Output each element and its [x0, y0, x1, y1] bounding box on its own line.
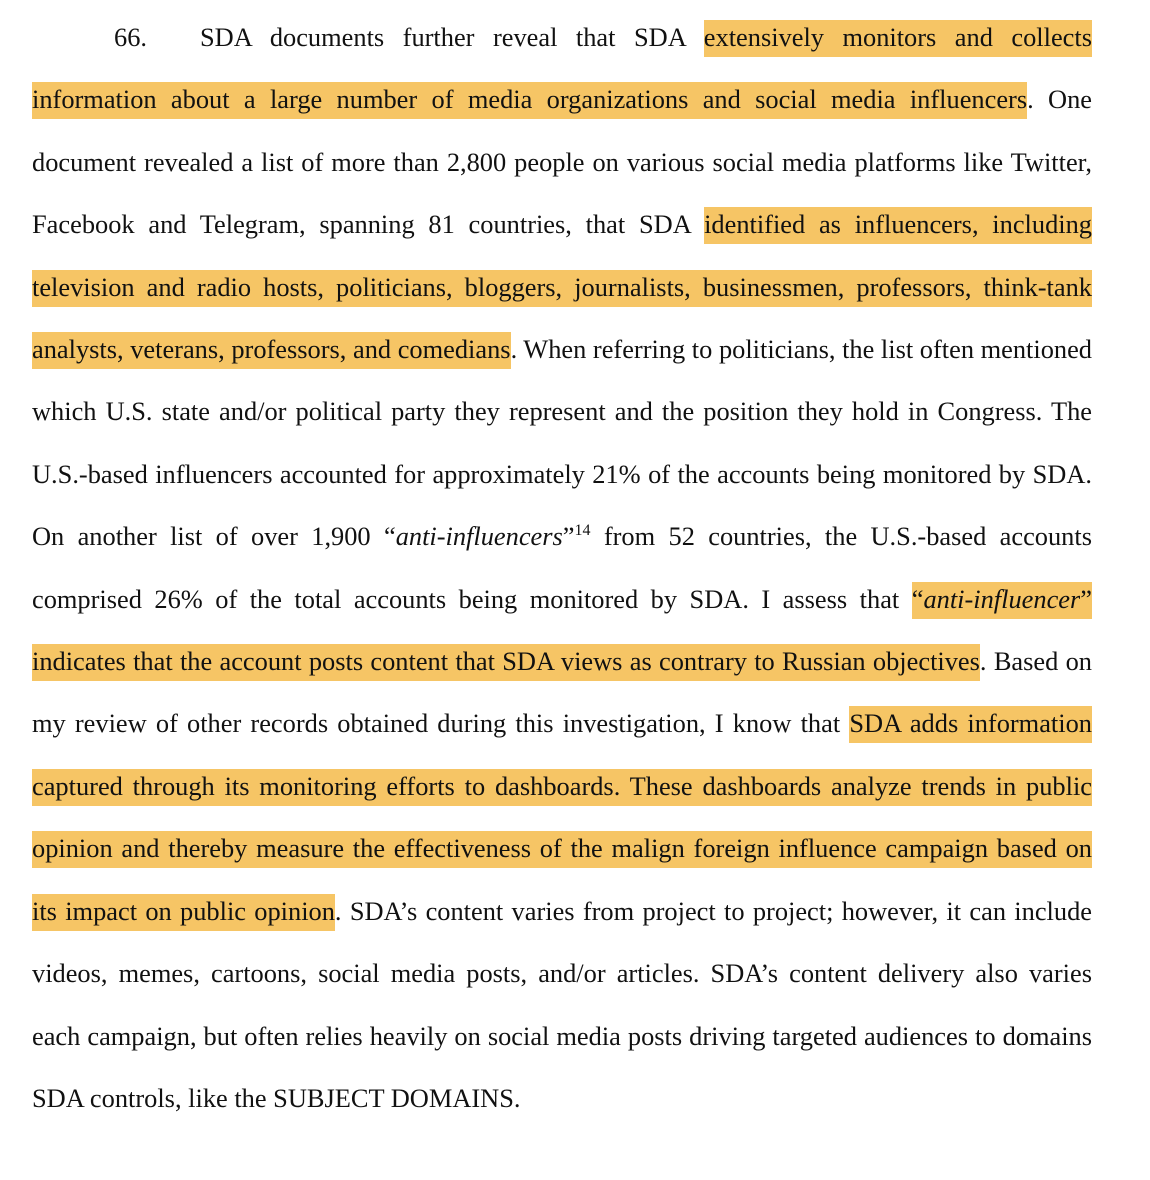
document-page — [32, 6, 1092, 1129]
text-segment: SDA documents further reveal that SDA — [200, 22, 704, 52]
text-segment: . One document revealed a list of more than 2,800 people on various social media platforms like Twitter, Facebook and Telegram, spanning 81 countries, that SDA — [32, 84, 1092, 240]
paragraph-number: 66. — [114, 22, 147, 52]
highlighted-text: SDA adds information captured through its monitoring efforts to dashboards. These dashboards analyze trends in public opinion and thereby measure the effectiveness of the malign foreign influence campaign based on its impact on public opinion — [32, 706, 1092, 930]
highlighted-text: extensively monitors and collects information about a large number of media organizations and social media influencers — [32, 20, 1092, 119]
highlighted-text: “ — [912, 582, 924, 619]
paragraph-66 — [32, 6, 1092, 1129]
text-segment: ” — [562, 521, 575, 552]
text-segment: . When referring to politicians, the list often mentioned which U.S. state and/or political party they represent and the position they hold in Congress. The U.S.-based influencers accounted for approximately 21% of the accounts being monitored by SDA. On another list of over 1,900 “ — [32, 334, 1093, 552]
text-segment: . SDA’s content varies from project to project; however, it can include videos, memes, cartoons, social media posts, and/or articles. SDA’s content delivery also varies each campaign, but often relies heavily on social media posts driving targeted audiences to domains SDA controls, like the SUBJECT DOMAINS. — [32, 895, 1092, 1113]
highlighted-text: ” indicates that the account posts content that SDA views as contrary to Russian objectives — [32, 582, 1092, 681]
text-segment: from 52 countries, the U.S.-based accounts comprised 26% of the total accounts being monitored by SDA. I assess that — [32, 521, 1092, 614]
text-segment: . Based on my review of other records obtained during this investigation, I know that — [32, 646, 1092, 739]
highlighted-text: identified as influencers, including television and radio hosts, politicians, bloggers, journalists, businessmen, professors, think-tank analysts, veterans, professors, and comedians — [32, 207, 1092, 369]
italic-term: anti-influencers — [395, 521, 563, 552]
highlighted-italic-term: anti-influencer — [923, 582, 1080, 619]
footnote-reference[interactable]: 14 — [574, 522, 591, 540]
